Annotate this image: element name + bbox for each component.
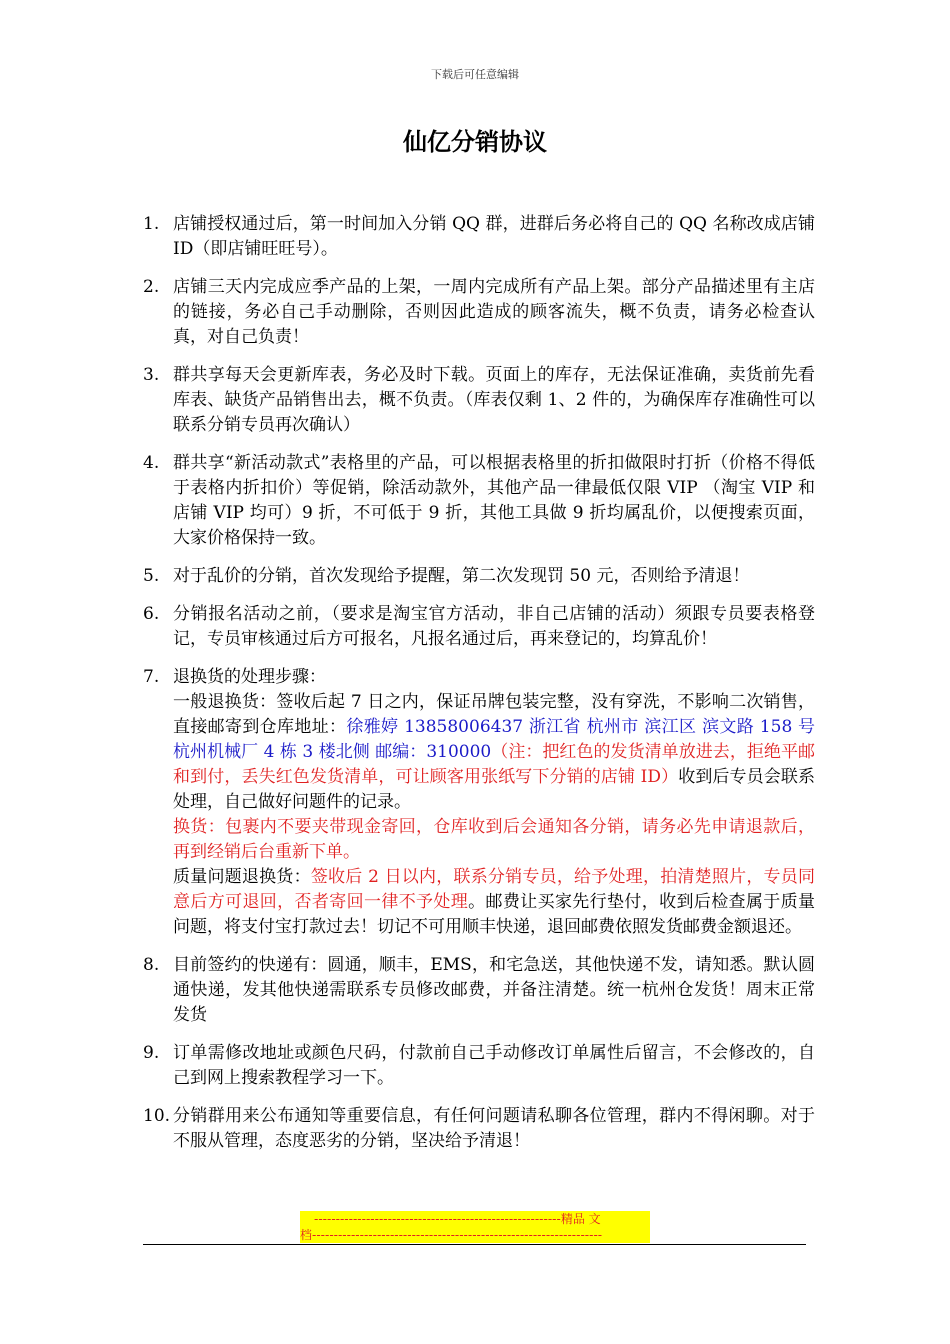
list-item-8 [143, 953, 815, 1028]
list-item-7 [143, 665, 815, 940]
item-number: 10. [143, 1106, 171, 1126]
item-number: 7. [143, 667, 160, 687]
item-number: 5. [143, 566, 160, 586]
returns-general-note: （注：把红色的发货清单放进去，拒绝平邮和到付，丢失红色发货清单，可让顾客用张纸写下分销的店铺 ID） [173, 742, 816, 787]
quality-returns-tail: 。邮费让买家先行垫付，收到后检查属于质量问题，将支付宝打款过去！切记不可用顺丰快递，退回邮费依照发货邮费金额退还。 [173, 892, 816, 937]
item-number: 6. [143, 604, 160, 624]
item-text: 对于乱价的分销，首次发现给予提醒，第二次发现罚 50 元，否则给予清退！ [173, 566, 750, 586]
item-number: 2. [143, 277, 160, 297]
list-item-4 [143, 451, 815, 551]
list-item-3 [143, 363, 815, 438]
quality-returns-note: 签收后 2 日以内，联系分销专员，给予处理，拍清楚照片，专员同意后方可退回，否者寄回一律不予处理 [173, 867, 815, 912]
item-text: 店铺三天内完成应季产品的上架，一周内完成所有产品上架。部分产品描述里有主店的链接，务必自己手动删除，否则因此造成的顾客流失，概不负责，请务必检查认真，对自己负责！ [173, 277, 815, 347]
footer-line-2: 档------------------------------------------------------------------- [300, 1227, 650, 1243]
returns-heading: 退换货的处理步骤： [173, 667, 326, 687]
list-item-9 [143, 1041, 815, 1091]
item-text: 分销群用来公布通知等重要信息，有任何问题请私聊各位管理，群内不得闲聊。对于不服从管理，态度恶劣的分销，坚决给予清退！ [173, 1106, 815, 1151]
footer-rule [143, 1244, 806, 1245]
exchange-note: 换货：包裹内不要夹带现金寄回，仓库收到后会通知各分销，请务必先申请退款后，再到经销后台重新下单。 [173, 817, 815, 862]
item-text: 群共享“新活动款式”表格里的产品，可以根据表格里的折扣做限时打折（价格不得低于表格内折扣价）等促销，除活动款外，其他产品一律最低仅限 VIP （淘宝 VIP 和店铺 VIP 均可）9 折，不可低于 9 折，其他工具做 9 折均属乱价，以便搜索页面，大家价格保持一致。 [173, 453, 815, 548]
item-number: 3. [143, 365, 160, 385]
item-number: 9. [143, 1043, 160, 1063]
list-item-2 [143, 275, 815, 350]
item-text: 群共享每天会更新库表，务必及时下载。页面上的库存，无法保证准确，卖货前先看库表、缺货产品销售出去，概不负责。（库表仅剩 1、2 件的，为确保库存准确性可以联系分销专员再次确认） [173, 365, 815, 435]
item-body-returns [173, 665, 815, 940]
item-text: 分销报名活动之前，（要求是淘宝官方活动，非自己店铺的活动）须跟专员要表格登记，专员审核通过后方可报名，凡报名通过后，再来登记的，均算乱价！ [173, 604, 815, 649]
header-note: 下载后可任意编辑 [431, 68, 519, 81]
item-number: 8. [143, 955, 160, 975]
item-text: 店铺授权通过后，第一时间加入分销 QQ 群，进群后务必将自己的 QQ 名称改成店铺 ID（即店铺旺旺号）。 [173, 214, 815, 259]
footer-watermark [300, 1211, 650, 1243]
list-item-1 [143, 212, 815, 262]
warehouse-address: 徐雅婷 13858006437 浙江省 杭州市 滨江区 滨文路 158 号杭州机械厂 4 栋 3 楼北侧 邮编：310000 [173, 717, 815, 762]
item-text: 目前签约的快递有：圆通，顺丰，EMS，和宅急送，其他快递不发，请知悉。默认圆通快递，发其他快递需联系专员修改邮费，并备注清楚。统一杭州仓发货！周末正常发货 [173, 955, 815, 1025]
footer-line-1: ---------------------------------------------------------精品 文 [300, 1211, 650, 1227]
returns-general-text: 一般退换货：签收后起 7 日之内，保证吊牌包装完整，没有穿洗，不影响二次销售，直接邮寄到仓库地址： [173, 692, 815, 737]
quality-returns-label: 质量问题退换货： [173, 867, 311, 887]
quality-returns [173, 865, 815, 940]
list-item-5 [143, 564, 815, 589]
agreement-list [143, 212, 815, 1167]
item-text: 订单需修改地址或颜色尺码，付款前自己手动修改订单属性后留言，不会修改的，自己到网上搜索教程学习一下。 [173, 1043, 815, 1088]
returns-general-tail: 收到后专员会联系处理，自己做好问题件的记录。 [173, 767, 816, 812]
item-number: 1. [143, 214, 160, 234]
item-number: 4. [143, 453, 160, 473]
returns-general [173, 690, 815, 815]
list-item-6 [143, 602, 815, 652]
list-item-10 [143, 1104, 815, 1154]
document-title: 仙亿分销协议 [403, 128, 547, 156]
